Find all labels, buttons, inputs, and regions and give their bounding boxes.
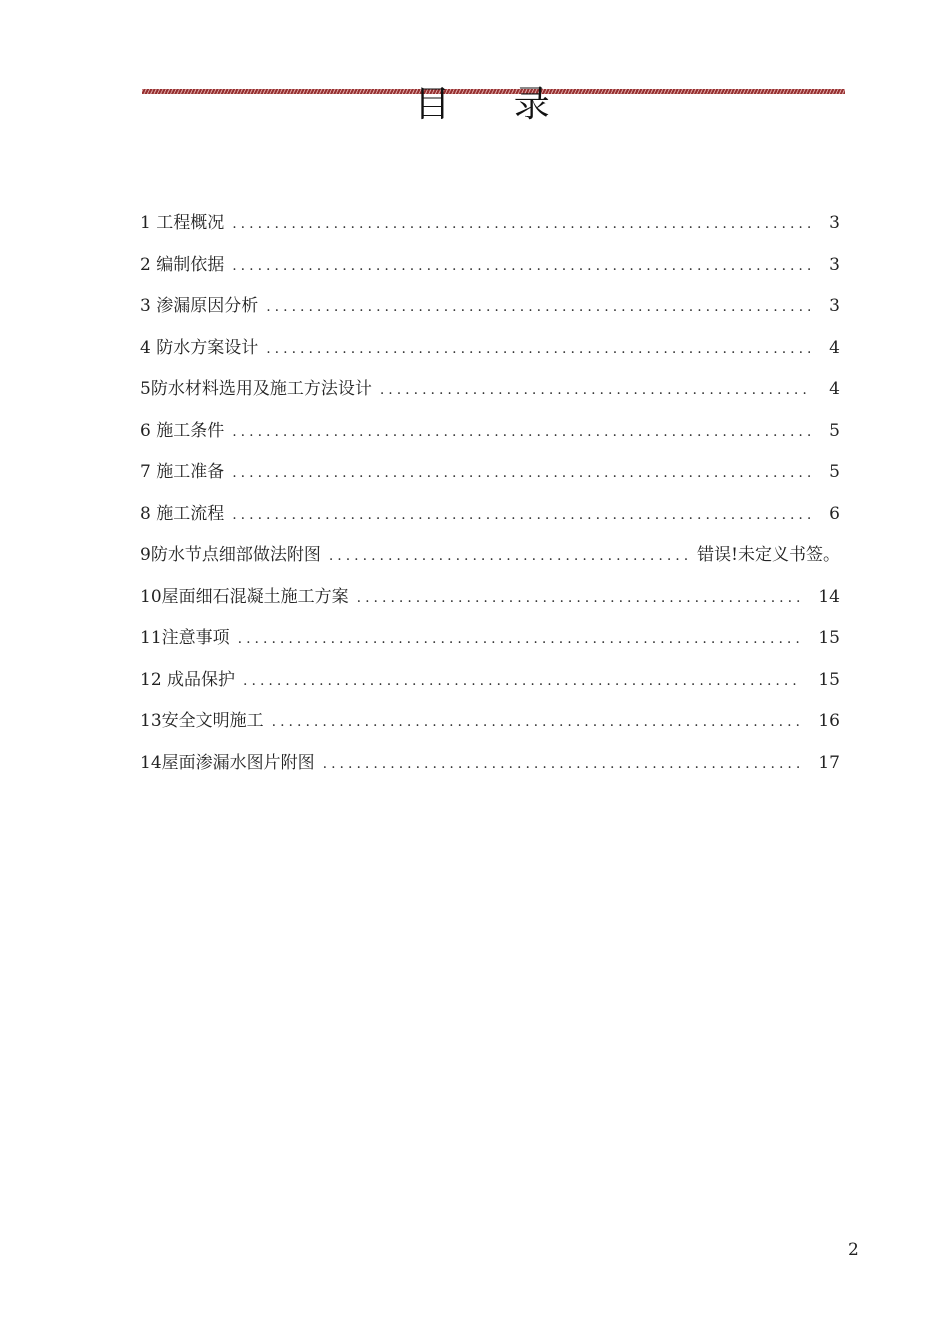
toc-entry-label: 4 防水方案设计 [140,337,259,358]
toc-entry-label: 5防水材料选用及施工方法设计 [140,379,372,399]
toc-dot-leader [266,299,810,315]
toc-entry-5[interactable] [140,374,840,416]
toc-entry-label: 8 施工流程 [140,503,225,524]
toc-entry-9[interactable] [140,540,840,582]
toc-entry-7[interactable] [140,457,840,499]
toc-dot-leader [232,424,810,440]
toc-entry-11[interactable] [140,623,840,665]
toc-dot-leader [329,548,693,564]
toc-entry-label: 1 工程概况 [140,213,225,233]
toc-dot-leader [272,714,800,730]
toc-entry-label: 7 施工准备 [140,462,225,482]
toc-entry-4[interactable] [140,333,840,375]
toc-entry-page: 17 [818,752,840,773]
toc-entry-page: 6 [829,503,840,524]
toc-entry-label: 14屋面渗漏水图片附图 [140,752,315,773]
toc-entry-page: 14 [818,586,840,607]
toc-entry-8[interactable] [140,499,840,541]
toc-entry-page: 4 [829,337,840,358]
toc-entry-label: 12 成品保护 [140,669,236,690]
toc-entry-page: 5 [829,462,840,482]
toc-entry-label: 6 施工条件 [140,420,225,441]
toc-entry-14[interactable] [140,748,840,790]
toc-dot-leader [232,216,810,232]
toc-dot-leader [238,631,800,647]
toc-entry-page: 3 [829,213,840,233]
page-number: 2 [848,1240,859,1260]
toc-entry-page: 4 [829,379,840,399]
toc-entry-page: 5 [829,420,840,441]
toc-entry-label: 10屋面细石混凝土施工方案 [140,586,349,607]
toc-entry-1[interactable] [140,208,840,250]
toc-entry-13[interactable] [140,706,840,748]
toc-entry-page: 15 [818,669,840,690]
toc-entry-page: 15 [818,628,840,648]
toc-dot-leader [232,258,810,274]
toc-entry-label: 13安全文明施工 [140,711,264,731]
toc-entry-page: 3 [829,296,840,316]
toc-dot-leader [323,756,800,772]
toc-dot-leader [266,341,810,357]
toc-entry-6[interactable] [140,416,840,458]
toc-entry-page: 3 [829,254,840,275]
toc-dot-leader [232,507,810,523]
toc-entry-2[interactable] [140,250,840,292]
page-title: 目 录 [414,84,576,125]
toc-entry-12[interactable] [140,665,840,707]
toc-entry-label: 3 渗漏原因分析 [140,296,259,316]
toc-dot-leader [232,465,810,481]
toc-entry-page: 16 [818,711,840,731]
toc-entry-label: 2 编制依据 [140,254,225,275]
toc-entry-page-error: 错误!未定义书签。 [697,545,840,565]
toc-entry-10[interactable] [140,582,840,624]
toc-entry-3[interactable] [140,291,840,333]
toc-dot-leader [243,673,800,689]
table-of-contents [140,208,840,789]
toc-entry-label: 11注意事项 [140,628,230,648]
toc-dot-leader [357,590,800,606]
toc-dot-leader [380,382,810,398]
toc-entry-label: 9防水节点细部做法附图 [140,545,321,565]
